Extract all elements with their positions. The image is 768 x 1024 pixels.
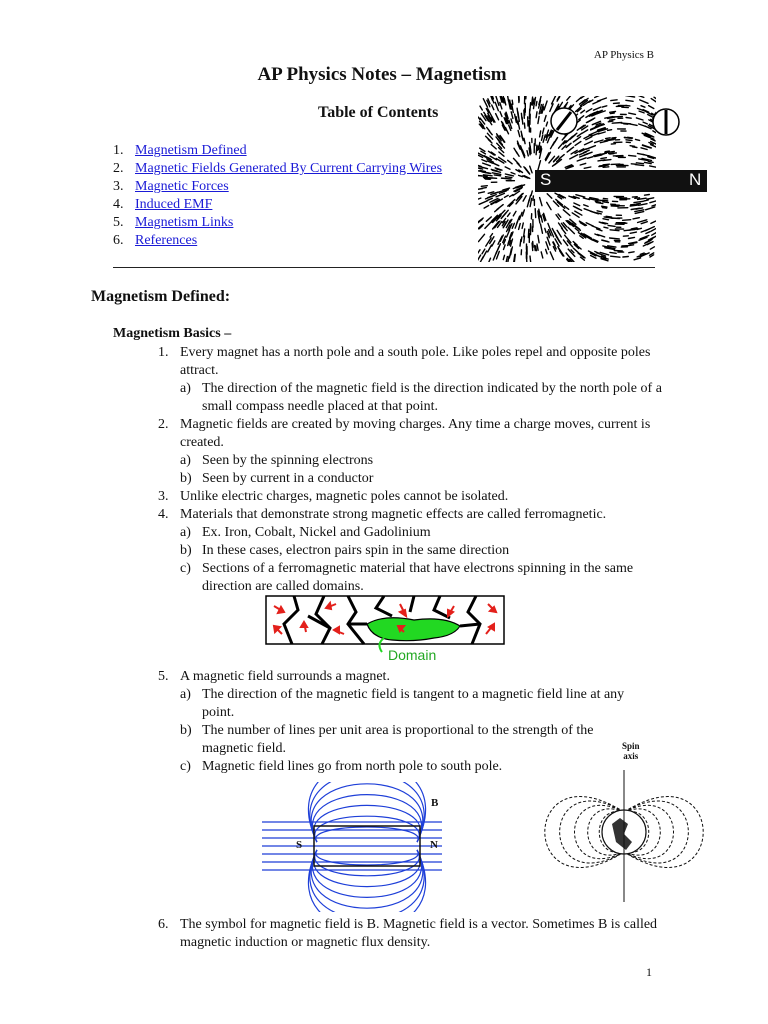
iron-filing (533, 241, 534, 247)
iron-filing (635, 198, 640, 199)
field-line (310, 850, 424, 912)
field-line (312, 795, 421, 842)
iron-filing (610, 238, 620, 239)
field-line (314, 805, 421, 842)
field-line (312, 850, 421, 897)
iron-filing (536, 102, 537, 106)
iron-filing (626, 105, 630, 106)
iron-filing (521, 237, 522, 242)
sub-item: a) Ex. Iron, Cobalt, Nickel and Gadolinium (180, 525, 431, 540)
iron-filing (626, 118, 631, 119)
domain-figure (264, 594, 508, 666)
page-title: AP Physics Notes – Magnetism (257, 64, 507, 85)
iron-filing (609, 119, 614, 120)
sub-item: c) Sections of a ferromagnetic material that have electrons spinning in the same direction are called domains. (180, 561, 634, 594)
compass-icon (650, 105, 682, 139)
iron-filing (536, 145, 537, 155)
iron-filing (626, 100, 633, 101)
toc-item: 1. Magnetism Defined (113, 143, 247, 158)
iron-filing (530, 256, 531, 262)
iron-filing (610, 230, 619, 231)
south-pole-label: S (540, 170, 552, 189)
iron-filing (605, 151, 609, 152)
field-line (310, 782, 424, 842)
iron-filing (612, 123, 622, 124)
iron-filing (636, 163, 643, 164)
iron-filing (630, 146, 635, 147)
toc-item: 6. References (113, 233, 198, 248)
iron-filing (626, 140, 632, 141)
iron-filing (634, 229, 638, 230)
iron-filing (483, 175, 492, 176)
iron-filing (502, 178, 512, 179)
iron-filing (636, 203, 640, 204)
iron-filing (611, 100, 617, 101)
iron-filing (601, 158, 607, 159)
iron-filing (611, 256, 620, 257)
field-line (308, 782, 425, 842)
iron-filing (610, 252, 616, 253)
sub-item: b) The number of lines per unit area is proportional to the strength of the magnetic field. (180, 723, 594, 756)
field-b-label: B (431, 797, 439, 809)
magnet-n-label: N (430, 839, 438, 851)
iron-filing (536, 246, 537, 251)
section-title: Magnetism Defined: (91, 288, 231, 305)
sub-item: b) In these cases, electron pairs spin in the same direction (180, 543, 510, 558)
toc-heading: Table of Contents (318, 104, 439, 121)
iron-filing (629, 155, 636, 156)
list-item: 6. The symbol for magnetic field is B. Magnetic field is a vector. Sometimes B is called magnetic induction or magnetic flux density. (158, 917, 658, 950)
list-item: 2. Magnetic fields are created by moving charges. Any time a charge moves, current is created. (158, 417, 651, 450)
iron-filing (628, 137, 633, 138)
toc-link-current-wires[interactable]: Magnetic Fields Generated By Current Carrying Wires (135, 161, 443, 176)
spin-axis-label: Spin axis (622, 741, 640, 761)
domain-label: Domain (388, 647, 437, 663)
iron-filing (603, 202, 609, 203)
list-item: 3. Unlike electric charges, magnetic poles cannot be isolated. (158, 489, 509, 504)
iron-filing (602, 206, 607, 207)
iron-filing (629, 252, 634, 253)
iron-filing (506, 177, 512, 178)
field-line (308, 850, 425, 912)
iron-filing (535, 209, 536, 218)
iron-filing (609, 153, 617, 154)
toc-link-induced-emf[interactable]: Induced EMF (135, 197, 213, 212)
toc-item: 2. Magnetic Fields Generated By Current Carrying Wires (113, 161, 443, 176)
iron-filing (635, 165, 643, 166)
section-divider (113, 267, 655, 268)
iron-filing (529, 148, 530, 155)
subsection-title: Magnetism Basics – (113, 326, 232, 341)
iron-filing (608, 121, 613, 122)
list-item: 4. Materials that demonstrate strong magnetic effects are called ferromagnetic. (158, 507, 607, 522)
earth-field-figure (528, 742, 724, 910)
magnet-s-label: S (296, 839, 303, 851)
table-of-contents (113, 142, 442, 250)
iron-filing (608, 225, 615, 226)
iron-filing (610, 112, 616, 113)
iron-filing (524, 123, 525, 128)
iron-filing (522, 117, 523, 124)
toc-item: 4. Induced EMF (113, 197, 213, 212)
iron-filing (600, 165, 609, 166)
field-line (316, 850, 419, 865)
sub-item: a) Seen by the spinning electrons (180, 453, 374, 468)
iron-filing (623, 220, 631, 221)
sub-item: a) The direction of the magnetic field is the direction indicated by the north pole of a small compass needle placed at that point. (180, 381, 662, 414)
iron-filing (538, 146, 539, 150)
page-number: 1 (646, 965, 652, 979)
iron-filing (533, 196, 534, 200)
list-item: 5. A magnetic field surrounds a magnet. (158, 669, 390, 684)
toc-link-magnetic-forces[interactable]: Magnetic Forces (135, 179, 229, 194)
iron-filing (481, 186, 487, 187)
sub-item: b) Seen by current in a conductor (180, 471, 374, 486)
iron-filing (540, 213, 541, 217)
iron-filing (627, 245, 634, 246)
sub-item: c) Magnetic field lines go from north pole to south pole. (180, 759, 503, 774)
iron-filing (606, 138, 611, 139)
iron-filing (494, 175, 500, 176)
sub-item: a) The direction of the magnetic field is tangent to a magnetic field line at any point. (180, 687, 625, 720)
field-line (316, 827, 419, 842)
iron-filing (610, 113, 614, 114)
list-item: 1. Every magnet has a north pole and a south pole. Like poles repel and opposite poles attract. (158, 345, 651, 378)
toc-item: 3. Magnetic Forces (113, 179, 229, 194)
toc-item: 5. Magnetism Links (113, 215, 234, 230)
iron-filing (532, 101, 533, 106)
compass-icon (551, 108, 577, 134)
course-header: AP Physics B (593, 49, 654, 61)
toc-link-references[interactable]: References (135, 233, 198, 248)
iron-filing (608, 130, 612, 131)
bar-magnet (535, 170, 707, 192)
toc-link-magnetism-links[interactable]: Magnetism Links (135, 215, 234, 230)
iron-filing (512, 100, 513, 104)
field-line (314, 850, 421, 887)
iron-filing (645, 195, 650, 196)
iron-filing (603, 167, 609, 168)
iron-filing (536, 112, 537, 118)
iron-filing (636, 139, 640, 140)
iron-filing (623, 257, 628, 258)
iron-filing (644, 200, 648, 201)
toc-link-magnetism-defined[interactable]: Magnetism Defined (135, 143, 247, 158)
north-pole-label: N (689, 170, 702, 189)
bar-magnet-field-figure (262, 782, 442, 912)
iron-filing (629, 230, 634, 231)
iron-filing (604, 227, 608, 228)
iron-filing (595, 201, 600, 202)
